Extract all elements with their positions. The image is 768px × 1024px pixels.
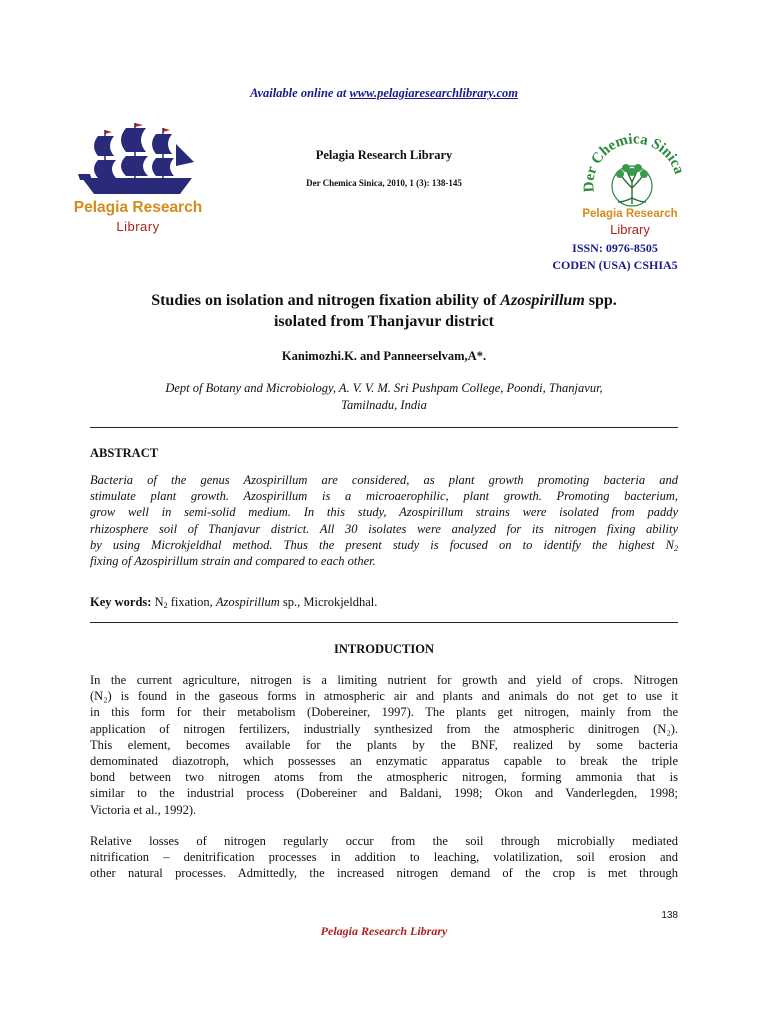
paragraph-line: Victoria et al., 1992).	[90, 802, 197, 817]
right-logo-caption-sub: Library	[610, 222, 650, 237]
paragraph-line: Relative losses of nitrogen regularly occur from the soil through microbially mediated	[90, 834, 678, 848]
paragraph-line: This element, becomes available for the plants by the BNF, realized by some bacteria	[90, 737, 678, 752]
paragraph-line: (N₂) is found in the gaseous forms in atmospheric air and plants and animals do not get to use it	[90, 689, 678, 704]
journal-citation: Der Chemica Sinica, 2010, 1 (3): 138-145	[306, 178, 462, 188]
introduction-paragraph-1	[90, 672, 678, 818]
coden-number: CODEN (USA) CSHIA5	[552, 258, 678, 272]
paragraph-line: In the current agriculture, nitrogen is a limiting nutrient for growth and yield of crops. Nitrogen	[90, 673, 678, 687]
title-genus: Azospirillum	[500, 292, 585, 309]
issn-block	[540, 240, 690, 274]
paragraph-line: nitrification – denitrification processes in addition to leaching, volatilization, soil erosion and	[90, 850, 678, 865]
keyword-rest: sp., Microkjeldhal.	[279, 595, 378, 609]
keyword-n2: N	[151, 595, 164, 609]
library-name: Pelagia Research Library	[315, 148, 453, 162]
paragraph-line: application of nitrogen fertilizers, industrially synthesized from the atmospheric dinitrogen (N₂).	[90, 721, 678, 736]
article-title	[60, 290, 708, 332]
paragraph-line: demominated diazotroph, which possesses an enzymatic apparatus capable to break the triple	[90, 753, 678, 768]
paragraph-line: in this form for their metabolism (Dobereiner, 1997). The plants get nitrogen, mainly from the	[90, 705, 678, 720]
journal-url-link[interactable]: www.pelagiaresearchlibrary.com	[349, 86, 518, 100]
issn-number: ISSN: 0976-8505	[572, 241, 658, 255]
abstract-line: Bacteria of the genus Azospirillum are considered, as plant growth promoting bacteria and	[90, 473, 678, 487]
left-logo-caption-sub: Library	[116, 219, 160, 234]
divider-top	[90, 427, 678, 428]
paragraph-line: bond between two nitrogen atoms from the atmospheric nitrogen, forming ammonia that is	[90, 770, 678, 785]
left-logo-caption-main: Pelagia Research	[73, 199, 203, 216]
paragraph-line: similar to the industrial process (Dobereiner and Baldani, 1998; Okon and Vanderlegden, 1998;	[90, 786, 678, 801]
keyword-n2-subscript: 2	[163, 601, 168, 610]
abstract-line-text: by using Microkjeldhal method. Thus the present study is focused on to identify the highest N	[90, 537, 674, 552]
footer-library: Pelagia Research Library	[320, 924, 448, 938]
affiliation-line-2: Tamilnadu, India	[341, 398, 427, 412]
affiliation-line-1: Dept of Botany and Microbiology, A. V. V. M. Sri Pushpam College, Poondi, Thanjavur,	[165, 381, 603, 395]
keyword-genus: Azospirillum	[215, 595, 280, 609]
keyword-fixation: fixation,	[167, 595, 216, 609]
abstract-line: stimulate plant growth. Azospirillum is a microaerophilic, plant growth. Promoting bacterium,	[90, 489, 678, 504]
abstract-line: fixing of Azospirillum strain and compared to each other.	[90, 553, 376, 568]
authors: Kanimozhi.K. and Panneerselvam,A*.	[281, 349, 487, 363]
abstract-line: rhizosphere soil of Thanjavur district. All 30 isolates were analyzed for its nitrogen fixing ability	[90, 521, 678, 536]
title-text-1: Studies on isolation and nitrogen fixation ability of	[151, 292, 501, 309]
available-online-label: Available online at	[250, 86, 350, 100]
right-logo-caption-main: Pelagia Research	[582, 208, 678, 220]
page-number: 138	[661, 910, 678, 921]
tree-emblem-icon	[580, 132, 690, 208]
keywords-line	[90, 595, 377, 610]
der-chemica-sinica-logo	[580, 132, 700, 242]
divider-bottom	[90, 622, 678, 623]
title-text-2: spp.	[584, 292, 617, 309]
abstract-body	[90, 472, 678, 569]
n2-subscript: 2	[674, 543, 678, 553]
abstract-heading: ABSTRACT	[90, 446, 159, 460]
title-line-2: isolated from Thanjavur district	[273, 313, 494, 330]
affiliation	[90, 380, 678, 414]
introduction-heading: INTRODUCTION	[333, 642, 434, 656]
paragraph-line: other natural processes. Admittedly, the increased nitrogen demand of the crop is met through	[90, 866, 678, 881]
available-online-line	[0, 86, 768, 101]
abstract-line	[90, 537, 678, 553]
keywords-label: Key words:	[90, 595, 152, 609]
abstract-line: grow well in semi-solid medium. In this study, Azospirillum strains were isolated from paddy	[90, 505, 678, 520]
emblem-arc-text: Der Chemica Sinica	[581, 132, 687, 193]
introduction-paragraph-2	[90, 833, 678, 882]
